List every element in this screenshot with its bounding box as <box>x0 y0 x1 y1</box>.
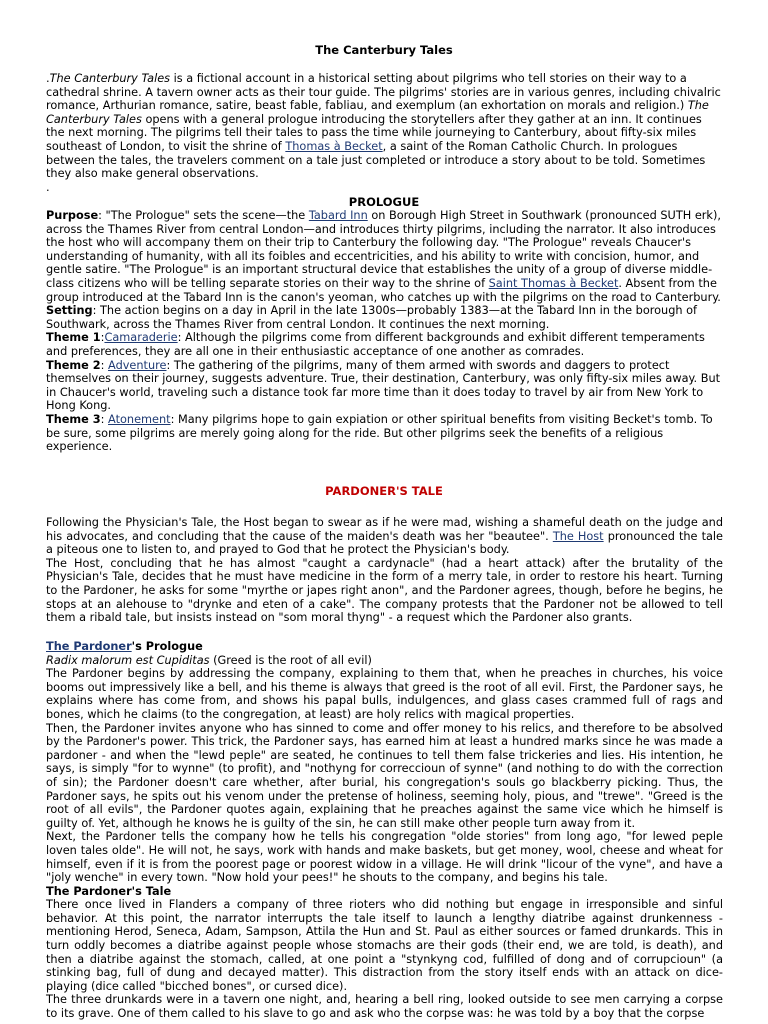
pardoner-prologue-section <box>46 640 723 1021</box>
purpose-text-b: on Borough High Street in Southwark (pronounced SUTH erk), across the Thames River from central London—and introduces thirty pilgrims, including the narrator. It also introduces the host who will accompany them on their trip to Canterbury the following day. "The Prologue" reveals Chaucer's understanding of humanity, with all its foibles and eccentricities, and his ability to write with concision, humor, and gentle satire. "The Prologue" is an important structural device that establishes the unity of a group of diverse middle-class citizens who will be telling separate stories on their way to the shrine of <box>46 209 721 290</box>
radix-translation: (Greed is the root of all evil) <box>209 653 372 667</box>
intro-text-1: is a fictional account in a historical setting about pilgrims who tell stories on their way to a cathedral shrine. A tavern owner acts as their tour guide. The pilgrims' stories are in various genres, including chivalric romance, Arthurian romance, satire, beast fable, fabliau, and exemplum (an exhortation on morals and religion.) <box>46 72 721 113</box>
camaraderie-link[interactable]: Camaraderie <box>104 331 178 345</box>
pardoner-p1-b: pronounced the tale a piteous one to listen to, and prayed to God that he protect the Physician's body. <box>46 529 724 557</box>
thomas-becket-link[interactable]: Thomas à Becket <box>285 139 383 153</box>
purpose-text-a: : "The Prologue" sets the scene—the <box>98 209 309 222</box>
intro-italic-title-1: The Canterbury Tales <box>49 72 171 85</box>
theme1-sep: : <box>100 331 105 345</box>
pardoner-p2: The Host, concluding that he has almost "caught a cardynacle" (had a heart attack) after the brutality of the Physician's Tale, decides that he must have medicine in the form of a merry tale, in order to restore his heart. Turning to the Pardoner, he asks for some "myrthe or japes right anon", and the Pardoner agrees, though, before he begins, he stops at an alehouse to "drynke and eten of a cake". The company protests that the Pardoner not be allowed to tell them a ribald tale, but insists instead on "som moral thyng" - a request which the Pardoner also grants. <box>46 556 723 625</box>
pardoner-p5: Next, the Pardoner tells the company how he tells his congregation "olde stories" from long ago, "for lewed peple loven tales olde". He will not, he says, work with hands and make baskets, but get money, wool, cheese and wheat for himself, even if it is from the poorest page or poorest widow in a village. He will drink "licour of the vyne", and have a "joly wenche" in every town. "Now hold your pees!" he shouts to the company, and begins his tale. <box>46 830 723 885</box>
setting-text: : The action begins on a day in April in the late 1300s—probably 1383—at the Tabard Inn in the borough of Southwark, across the Thames River from central London. It continues the next morning. <box>46 304 698 331</box>
theme1-text: : Although the pilgrims come from different backgrounds and exhibit different temperaments and preferences, they are all one in their enthusiastic acceptance of one another as comrades. <box>46 331 705 358</box>
adventure-link[interactable]: Adventure <box>108 358 167 372</box>
prologue-section <box>46 209 723 454</box>
atonement-link[interactable]: Atonement <box>108 412 171 426</box>
intro-text-2: opens with a general prologue introducing the storytellers after they gather at an inn. It continues the next morning. The pilgrims tell their tales to pass the time while journeying to Canterbury, about fifty-six miles southeast of London, to visit the shrine of <box>46 112 702 153</box>
intro-lead: . <box>46 72 50 85</box>
pardoner-intro-paragraph <box>46 516 723 625</box>
theme2-label: Theme 2 <box>46 358 101 372</box>
the-host-link[interactable]: The Host <box>552 529 604 543</box>
pardoner-p4: Then, the Pardoner invites anyone who has sinned to come and offer money to his relics, and therefore to be absolved by the Pardoner's power. This trick, the Pardoner says, has earned him at least a hundred marks since he was made a pardoner - and when the "lewd peple" are seated, he continues to tell them false trickeries and lies. His intention, he says, is simply "for to wynne" (to profit), and "nothyng for correccioun of synne" (and nothing to do with the correction of sin); the Pardoner doesn't care whether, after burial, his congregation's souls go blackberry picking. Thus, the Pardoner says, he spits out his venom under the pretense of holiness, seeming holy, pious, and "trewe". "Greed is the root of all evils", the Pardoner quotes again, explaining that he preaches against the same vice which he himself is guilty of. Yet, although he knows he is guilty of the sin, he can still make other people turn away from it. <box>46 721 723 830</box>
pardoner-tale-subheading: The Pardoner's Tale <box>46 884 172 898</box>
pardoner-prologue-heading: 's Prologue <box>131 640 203 653</box>
intro-text-3: , a saint of the Roman Catholic Church. In prologues between the tales, the travelers comment on a tale just completed or introduce a story about to be told. Sometimes they also make general observations. <box>46 139 706 181</box>
tabard-inn-link[interactable]: Tabard Inn <box>308 209 368 222</box>
prologue-heading: PROLOGUE <box>348 195 420 209</box>
pardoners-tale-heading: PARDONER'S TALE <box>325 484 443 498</box>
document-title: The Canterbury Tales <box>315 43 453 57</box>
theme2-text: : The gathering of the pilgrims, many of them armed with swords and daggers to protect themselves on their journey, suggests adventure. True, their destination, Canterbury, was only fifty-six miles away. But in Chaucer's world, traveling such a distance took far more time than it does today to travel by air from New York to Hong Kong. <box>46 358 721 413</box>
pardoner-p3: The Pardoner begins by addressing the company, explaining to them that, when he preaches in churches, his voice booms out impressively like a bell, and his theme is always that greed is the root of all evil. First, the Pardoner says, he explains where has come from, and shows his papal bulls, indulgences, and glass cases crammed full of rags and bones, which he claims (to the congregation, at least) are holy relics with magical properties. <box>46 667 723 721</box>
theme3-text: : Many pilgrims hope to gain expiation or other spiritual benefits from visiting Becket's tomb. To be sure, some pilgrims are merely going along for the ride. But other pilgrims seek the benefits of a religious experience. <box>46 412 713 454</box>
theme3-sep: : <box>100 412 109 426</box>
theme3-label: Theme 3 <box>46 412 101 426</box>
radix-latin: Radix malorum est Cupiditas <box>46 653 210 667</box>
theme1-label: Theme 1 <box>46 331 101 345</box>
theme2-sep: : <box>100 358 109 372</box>
intro-italic-title-2: The Canterbury Tales <box>46 99 709 126</box>
pardoner-link[interactable]: The Pardoner <box>46 640 132 653</box>
intro-paragraph <box>46 72 723 194</box>
pardoner-p6: There once lived in Flanders a company of three rioters who did nothing but engage in irresponsible and sinful behavior. At this point, the narrator interrupts the tale itself to launch a lengthy diatribe against drunkenness - mentioning Herod, Seneca, Adam, Sampson, Attila the Hun and St. Paul as either sources or famed drunkards. This in turn oddly becomes a diatribe against people whose stomachs are their gods (their end, we are told, is death), and then a diatribe against the stomach, called, at one point a "stynkyng cod, fulfilled of dong and of corrupcioun" (a stinking bag, full of dung and decayed matter). This distraction from the story itself ends with an attack on dice-playing (dice called "bicched bones", or cursed dice). <box>46 898 723 993</box>
purpose-label: Purpose <box>46 209 99 222</box>
setting-label: Setting <box>46 304 93 318</box>
saint-thomas-becket-link[interactable]: Saint Thomas à Becket <box>488 276 619 290</box>
pardoner-p1-a: Following the Physician's Tale, the Host began to swear as if he were mad, wishing a shameful death on the judge and his advocates, and concluding that the cause of the maiden's death was her "beautee". <box>46 516 723 543</box>
purpose-text-c: . Absent from the group introduced at the Tabard Inn is the canon's yeoman, who catches up with the pilgrims on the road to Canterbury. <box>46 276 721 304</box>
pardoner-p7: The three drunkards were in a tavern one night, and, hearing a bell ring, looked outside to see men carrying a corpse to its grave. One of them called to his slave to go and ask who the corpse was: he was told by a boy that the corpse <box>46 993 723 1021</box>
intro-dot: . <box>46 180 50 194</box>
